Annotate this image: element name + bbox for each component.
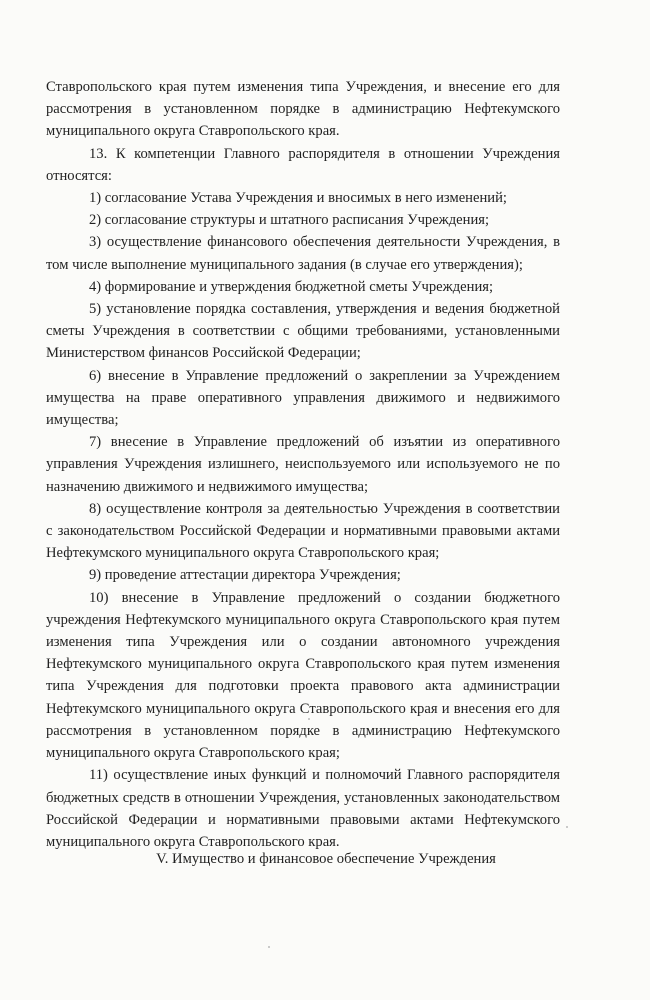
paragraph-subitem-8: 8) осуществление контроля за деятельностью Учреждения в соответствии с законодательством Российской Федерации и нормативными правовыми актами Нефтекумского муниципального округа Ставропольского края; (46, 500, 560, 562)
paragraph-subitem-9: 9) проведение аттестации директора Учреждения; (89, 567, 401, 584)
document-body (46, 76, 560, 853)
paragraph-subitem-2: 2) согласование структуры и штатного расписания Учреждения; (89, 212, 490, 229)
paragraph-subitem-4: 4) формирование и утверждения бюджетной сметы Учреждения; (89, 278, 494, 295)
paragraph-subitem-6: 6) внесение в Управление предложений о закреплении за Учреждением имущества на праве оперативного управления движимого и недвижимого имущества; (46, 367, 560, 429)
paragraph-subitem-10: 10) внесение в Управление предложений о создании бюджетного учреждения Нефтекумского муниципального округа Ставропольского края путем изменения типа Учреждения или о создании автономного учреждения Нефтекумского муниципального округа Ставропольского края путем изменения типа Учреждения для подготовки проекта правового акта администрации Нефтекумского муниципального округа Ставропольского края и внесения его для рассмотрения в установленном порядке в администрацию Нефтекумского муниципального округа Ставропольского края; (46, 589, 560, 762)
scan-speck (566, 826, 568, 828)
paragraph-item-13: 13. К компетенции Главного распорядителя в отношении Учреждения относятся: (46, 145, 560, 184)
scan-speck (268, 946, 270, 948)
paragraph-subitem-7: 7) внесение в Управление предложений об изъятии из оперативного управления Учреждения излишнего, неиспользуемого или используемого не по назначению движимого и недвижимого имущества; (46, 434, 560, 495)
paragraph-continuation: Ставропольского края путем изменения типа Учреждения, и внесение его для рассмотрения в установленном порядке в администрацию Нефтекумского муниципального округа Ставропольского края. (46, 79, 560, 140)
section-heading: V. Имущество и финансовое обеспечение Учреждения (156, 851, 496, 867)
paragraph-subitem-1: 1) согласование Устава Учреждения и вносимых в него изменений; (89, 190, 507, 207)
paragraph-subitem-5: 5) установление порядка составления, утверждения и ведения бюджетной сметы Учреждения в соответствии с общими требованиями, установленными Министерством финансов Российской Федерации; (46, 301, 560, 362)
paragraph-subitem-11: 11) осуществление иных функций и полномочий Главного распорядителя бюджетных средств в отношении Учреждения, установленных законодательством Российской Федерации и нормативными правовыми актами Нефтекумского муниципального округа Ставропольского края. (46, 767, 560, 850)
paragraph-subitem-3: 3) осуществление финансового обеспечения деятельности Учреждения, в том числе выполнение муниципального задания (в случае его утверждения); (46, 234, 560, 273)
scan-speck (308, 718, 310, 720)
